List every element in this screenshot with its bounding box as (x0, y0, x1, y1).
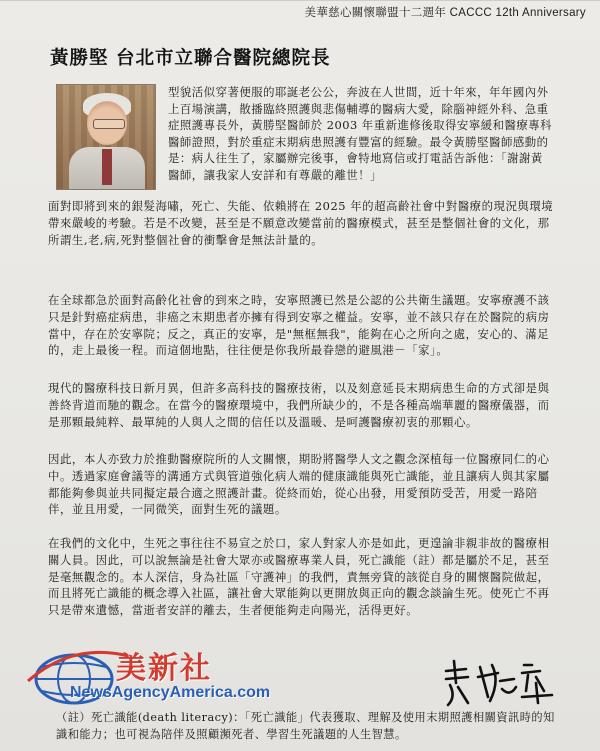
watermark-logo-text: 美新社 (116, 651, 212, 686)
body-paragraph-2: 在全球都急於面對高齡化社會的到來之時，安寧照護已然是公認的公共衛生議題。安寧療護不該只是針對癌症病患，非癌之末期患者亦擁有得到安寧之權益。安寧，並不該只存在於醫院的病房當中，存在於安寧院；反之，真正的安寧，是"無框無我"，能夠在心之所向之處，安心的、滿足的，走上最後一程。而這個地點，往往便是你我所最眷戀的避風港－「家」。 (48, 293, 550, 358)
portrait-photo (56, 84, 156, 190)
handwritten-signature (440, 657, 560, 709)
running-header: 美華慈心關懷聯盟十二週年 CACCC 12th Anniversary (304, 7, 586, 19)
body-paragraph-1: 面對即將到來的銀髮海嘯，死亡、失能、依賴將在 2025 年的超高齡社會中對醫療的現況與環境帶來嚴峻的考驗。若是不改變，甚至是不願意改變當前的醫療模式，甚至是整個社會的文化，那所謂生,老,病,死對整個社會的衝擊會是無法計量的。 (48, 199, 554, 247)
body-paragraph-3: 現代的醫療科技日新月異，但許多高科技的醫療技術，以及刻意延長末期病患生命的方式卻是與善終背道而馳的觀念。在當今的醫療環境中，我們所缺少的，不是各種高端華麗的醫療儀器，而是那顆最純粹、最單純的人與人之間的信任以及溫暖、是呵護醫療初衷的那顆心。 (48, 381, 550, 429)
footnote: （註）死亡識能(death literacy)：「死亡識能」代表獲取、理解及使用末期照護相關資訊時的知識和能力；也可視為陪伴及照顧瀕死者、學習生死議題的人生智慧。 (56, 711, 555, 741)
header-divider (0, 0, 600, 1)
watermark-url: NewsAgencyAmerica.com (70, 684, 271, 701)
body-paragraph-4: 因此，本人亦致力於推動醫療院所的人文關懷，期盼將醫學人文之觀念深植每一位醫療同仁的心中。透過家庭會議等的溝通方式與管道強化病人端的健康識能與死亡識能，並且讓病人與其家屬都能夠參與並共同擬定最合適之照護計畫。從終而始，從心出發，用愛預防受苦，用愛一路陪伴，並且用愛，一同微笑，面對生死的議題。 (48, 452, 550, 517)
body-paragraph-5: 在我們的文化中，生死之事往往不易宣之於口，家人對家人亦是如此，更遑論非親非故的醫療相關人員。因此，可以說無論是社會大眾亦或醫療專業人員，死亡識能（註）都是屬於不足，甚至是毫無觀念的。本人深信，身為社區「守護神」的我們，責無旁貸的該從自身的關懷醫院做起，而且將死亡識能的概念導入社區，讓社會大眾能夠以更開放與正向的觀念談論生死。使死亡不再只是帶來遺憾，當逝者安詳的離去，生者便能夠走向陽光，活得更好。 (48, 536, 550, 618)
article-title: 黃勝堅 台北市立聯合醫院總院長 (50, 48, 331, 69)
intro-paragraph: 型貌活似穿著便服的耶誕老公公，奔波在人世間，近十年來，年年國內外上百場演講，散播臨終照護與悲傷輔導的醫病大愛，除腦神經外科、急重症照護專長外，黃勝堅醫師於 2003 年重新進修後取得安寧緩和醫療專科醫師證照，對於重症末期病患照護有豐富的經驗。最令黃勝堅醫師感動的是：病人往生了，家屬辦完後事，會特地寫信或打電話告訴他：「謝謝黃醫師，讓我家人安詳和有尊嚴的離世！」 (168, 85, 553, 182)
